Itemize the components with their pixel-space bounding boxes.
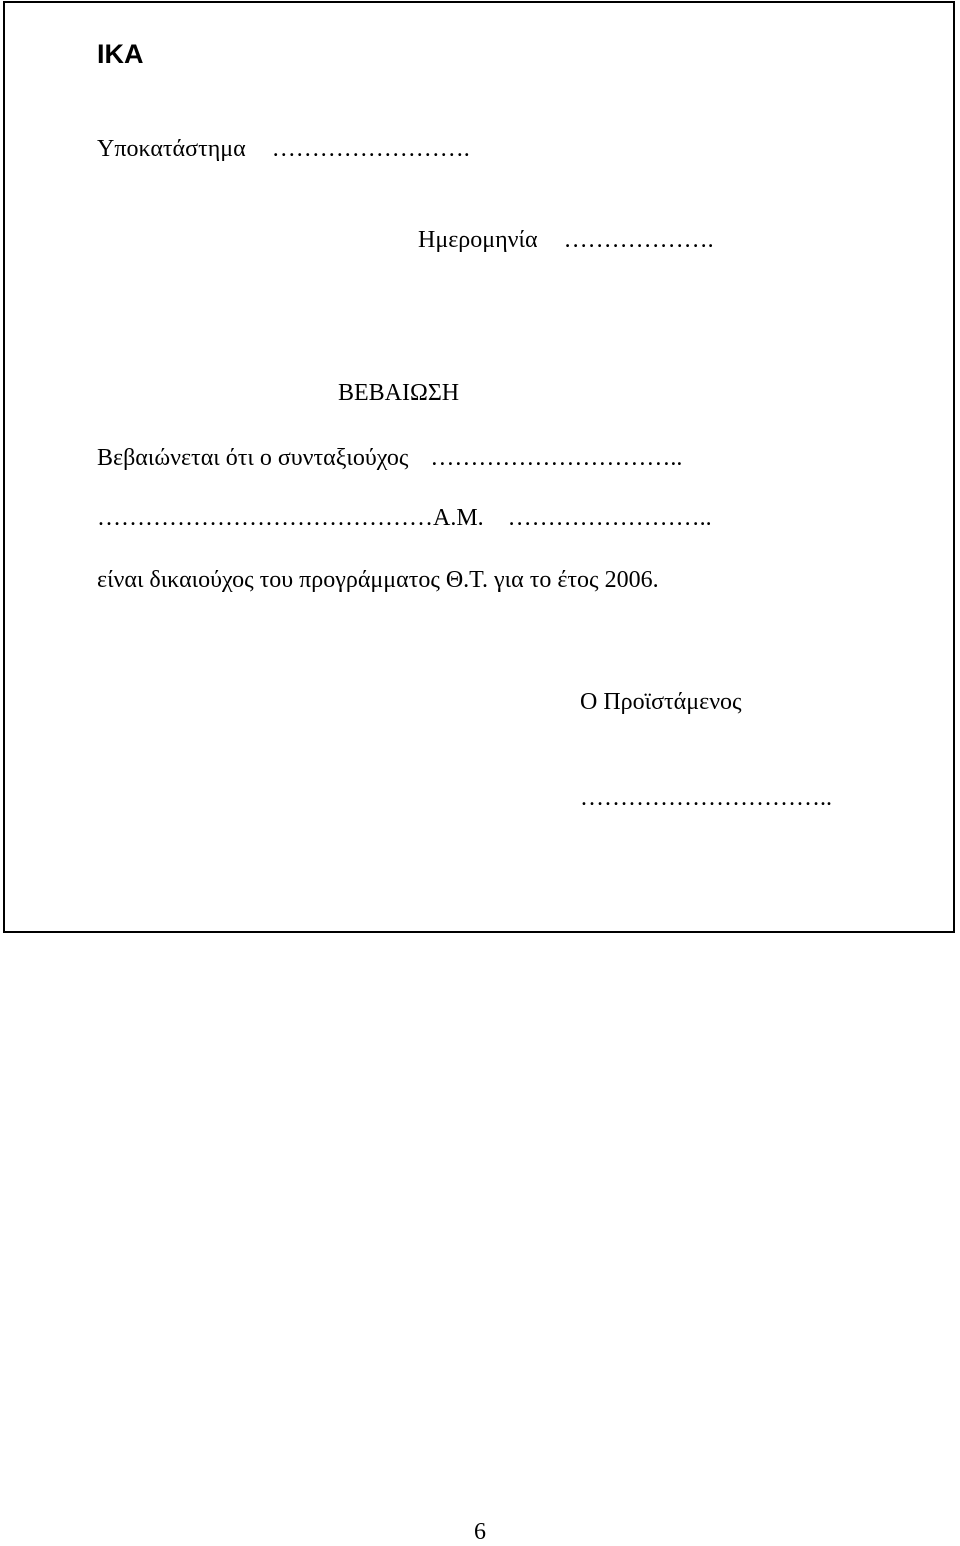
pensioner-blank: …………………………..	[430, 445, 683, 471]
am-leading-blank: ……………………………………	[97, 505, 433, 531]
eligibility-text: είναι δικαιούχος του προγράμματος Θ.Τ. για το έτος 2006.	[97, 567, 659, 593]
document-title: ΒΕΒΑΙΩΣΗ	[338, 380, 460, 406]
date-line	[418, 226, 714, 254]
date-blank: ……………….	[563, 227, 714, 253]
certify-line	[97, 444, 682, 472]
am-label: Α.Μ.	[433, 505, 484, 531]
page-number: 6	[474, 1519, 486, 1545]
signature-blank: …………………………..	[580, 785, 832, 811]
branch-label: Υποκατάστημα	[97, 136, 246, 162]
branch-blank: …………………….	[271, 136, 470, 162]
branch-line	[97, 135, 470, 163]
date-label: Ημερομηνία	[418, 227, 538, 253]
organization-name: ΙΚΑ	[97, 39, 144, 69]
signatory-title: Ο Προϊστάμενος	[580, 689, 742, 715]
am-blank: ……………………..	[507, 505, 712, 531]
am-line	[97, 504, 712, 532]
certify-text: Βεβαιώνεται ότι ο συνταξιούχος	[97, 445, 409, 471]
